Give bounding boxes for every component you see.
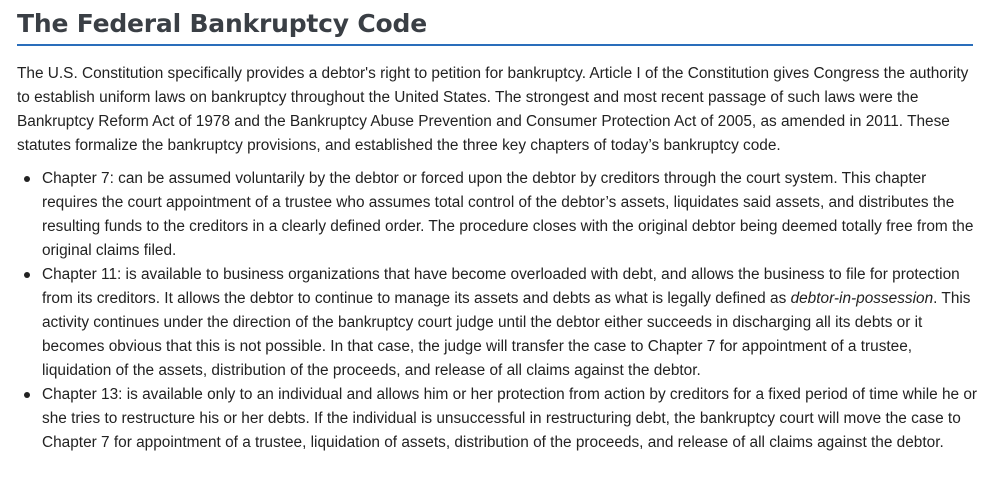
- chapter-list: [17, 167, 978, 455]
- list-item-chapter-11: [17, 263, 978, 383]
- list-item-chapter-7: [17, 167, 978, 263]
- bullet-icon: [24, 272, 30, 278]
- bullet-icon: [24, 176, 30, 182]
- chapter-13-text: Chapter 13: is available only to an individual and allows him or her protection from action by creditors for a fixed period of time while he or she tries to restructure his or her debts. If the individual is unsuccessful in restructuring debt, the bankruptcy court will move the case to Chapter 7 for appointment of a trustee, liquidation of assets, distribution of the proceeds, and release of all claims against the debtor.: [42, 386, 978, 451]
- intro-paragraph: The U.S. Constitution specifically provides a debtor's right to petition for bankruptcy. Article I of the Constitution gives Congress the authority to establish uniform laws on bankruptcy throughout the United States. The strongest and most recent passage of such laws were the Bankruptcy Reform Act of 1978 and the Bankruptcy Abuse Prevention and Consumer Protection Act of 2005, as amended in 2011. These statutes formalize the bankruptcy provisions, and established the three key chapters of today’s bankruptcy code.: [17, 65, 969, 154]
- chapter-7-text: Chapter 7: can be assumed voluntarily by the debtor or forced upon the debtor by creditors through the court system. This chapter requires the court appointment of a trustee who assumes total control of the debtor’s assets, liquidates said assets, and distributes the resulting funds to the creditors in a clearly defined order. The procedure closes with the original debtor being deemed totally free from the original claims filed.: [42, 170, 974, 259]
- chapter-11-text-before: Chapter 11: is available to business organizations that have become overloaded with debt, and allows the business to file for protection from its creditors. It allows the debtor to continue to manage its assets and debts as what is legally defined as: [42, 266, 960, 307]
- page-title: The Federal Bankruptcy Code: [17, 6, 973, 46]
- bullet-icon: [24, 392, 30, 398]
- chapter-11-text-after: . This activity continues under the direction of the bankruptcy court judge until the debtor either succeeds in discharging all its debts or it becomes obvious that this is not possible. In that case, the judge will transfer the case to Chapter 7 for appointment of a trustee, liquidation of the assets, distribution of the proceeds, and release of all claims against the debtor.: [42, 290, 971, 379]
- list-item-chapter-13: [17, 383, 978, 455]
- chapter-11-emphasis: debtor-in-possession: [790, 290, 934, 307]
